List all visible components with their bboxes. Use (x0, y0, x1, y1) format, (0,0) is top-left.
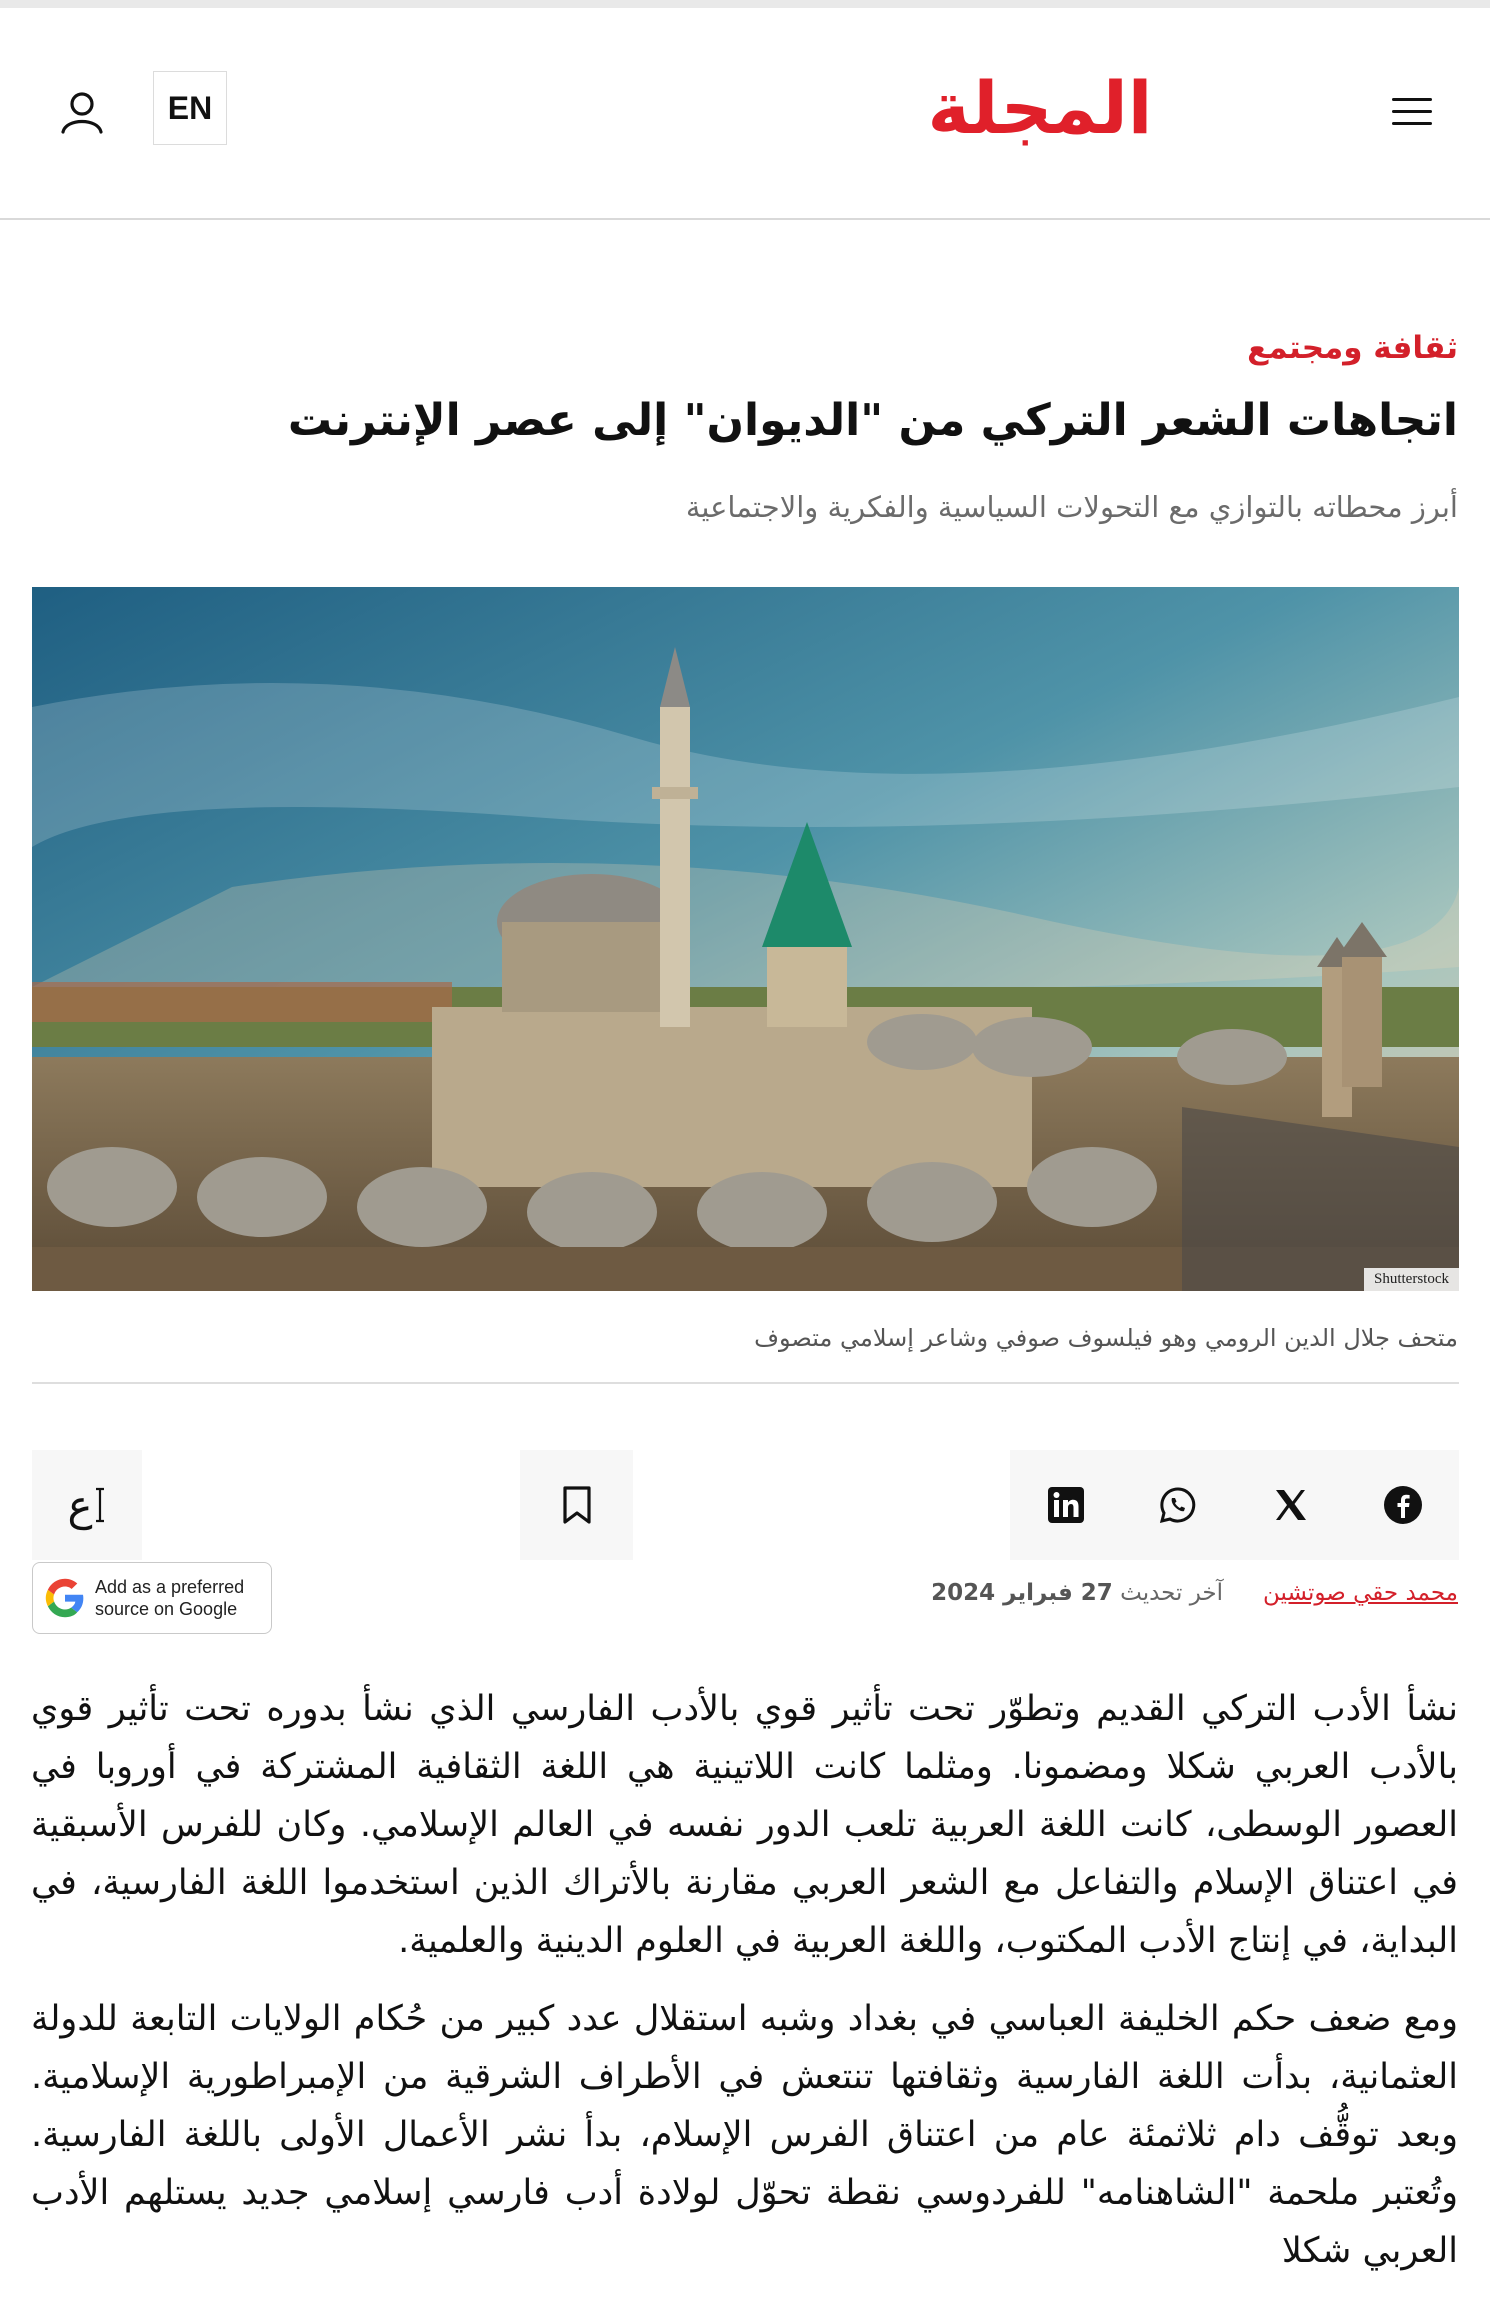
share-toolbar (1010, 1450, 1459, 1560)
x-icon[interactable] (1259, 1473, 1323, 1537)
whatsapp-icon[interactable] (1146, 1473, 1210, 1537)
article-body (31, 1680, 1458, 2300)
article-paragraph: نشأ الأدب التركي القديم وتطوّر تحت تأثير قوي بالأدب الفارسي الذي نشأ بدوره تحت تأثير قوي بالأدب العربي شكلا ومضمونا. ومثلما كانت اللاتينية هي اللغة الثقافية المشتركة في أوروبا في العصور الوسطى، كانت اللغة العربية تلعب الدور نفسه في العالم الإسلامي. وكان للفرس الأسبقية في اعتناق الإسلام والتفاعل مع الشعر العربي مقارنة بالأتراك الذين استخدموا اللغة الفارسية، في البداية، في إنتاج الأدب المكتوب، واللغة العربية في العلوم الدينية والعلمية. (31, 1689, 1458, 1961)
hero-image (32, 587, 1459, 1291)
google-icon (43, 1576, 87, 1620)
site-header (0, 8, 1490, 220)
updated-label: آخر تحديث (1120, 1580, 1224, 1606)
article-subtitle: أبرز محطاته بالتوازي مع التحولات السياسية والفكرية والاجتماعية (685, 490, 1458, 524)
updated-date: 27 فبراير 2024 (931, 1580, 1113, 1606)
linkedin-icon[interactable] (1034, 1473, 1098, 1537)
user-icon[interactable] (58, 88, 106, 136)
google-button-line2: source on Google (95, 1599, 238, 1619)
caption-divider (32, 1382, 1459, 1384)
top-border (0, 0, 1490, 8)
image-caption: متحف جلال الدين الرومي وهو فيلسوف صوفي وشاعر إسلامي متصوف (754, 1324, 1458, 1352)
hamburger-menu-icon[interactable] (1392, 98, 1432, 126)
article-title: اتجاهات الشعر التركي من "الديوان" إلى عصر الإنترنت (287, 395, 1458, 446)
image-credit: Shutterstock (1364, 1268, 1459, 1291)
author-link[interactable]: محمد حقي صوتشين (1263, 1580, 1458, 1606)
font-size-icon[interactable]: ع (32, 1450, 142, 1560)
article-paragraph: ومع ضعف حكم الخليفة العباسي في بغداد وشبه استقلال عدد كبير من حُكام الولايات التابعة للدولة العثمانية، بدأت اللغة الفارسية وثقافتها تنتعش في الأطراف الشرقية من الإمبراطورية الإسلامية. وبعد توقُّف دام ثلاثمئة عام من اعتناق الفرس الإسلام، بدأ نشر الأعمال الأولى باللغة الفارسية. وتُعتبر ملحمة "الشاهنامه" للفردوسي نقطة تحوّل لولادة أدب فارسي إسلامي جديد يستلهم الأدب العربي شكلا (31, 1999, 1458, 2271)
bookmark-icon[interactable] (520, 1450, 633, 1560)
mosque-illustration (32, 587, 1459, 1291)
article-category[interactable]: ثقافة ومجتمع (1247, 330, 1458, 366)
facebook-icon[interactable] (1371, 1473, 1435, 1537)
byline (931, 1580, 1458, 1606)
updated-timestamp (931, 1580, 1223, 1606)
site-logo[interactable]: المجلة (927, 66, 1153, 150)
language-button[interactable]: EN (153, 71, 227, 145)
google-preferred-source-button[interactable] (32, 1562, 272, 1634)
google-button-line1: Add as a preferred (95, 1577, 245, 1597)
